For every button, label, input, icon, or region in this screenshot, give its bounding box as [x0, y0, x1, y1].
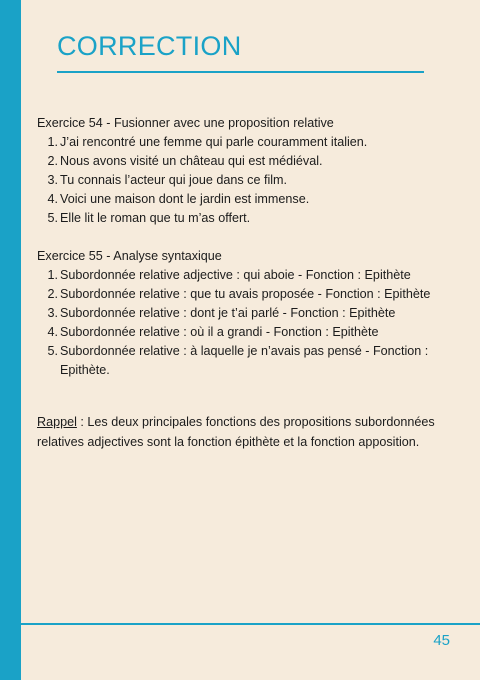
exercise-55-list	[37, 266, 462, 380]
exercise-55-heading: Exercice 55 - Analyse syntaxique	[37, 249, 222, 263]
item-text: Subordonnée relative : à laquelle je n’avais pas pensé - Fonction : Epithète.	[60, 344, 429, 377]
item-text: Nous avons visité un château qui est médiéval.	[60, 154, 323, 168]
item-text: J’ai rencontré une femme qui parle couramment italien.	[60, 135, 368, 149]
left-accent-bar	[0, 0, 21, 680]
item-text: Subordonnée relative adjective : qui aboie - Fonction : Epithète	[60, 268, 411, 282]
footer-rule	[21, 623, 480, 625]
item-text: Subordonnée relative : dont je t’ai parlé - Fonction : Epithète	[60, 306, 396, 320]
exercise-54-item	[37, 171, 462, 190]
item-text: Subordonnée relative : où il a grandi - Fonction : Epithète	[60, 325, 379, 339]
item-number: 4.	[47, 325, 58, 339]
item-number: 5.	[47, 211, 58, 225]
page-title: CORRECTION	[57, 31, 242, 61]
item-text: Elle lit le roman que tu m’as offert.	[60, 211, 251, 225]
exercise-54-list	[37, 133, 462, 228]
exercise-54-item	[37, 209, 462, 228]
exercise-54-heading: Exercice 54 - Fusionner avec une proposition relative	[37, 116, 334, 130]
item-number: 2.	[47, 154, 58, 168]
item-number: 3.	[47, 173, 58, 187]
exercise-55-item	[37, 285, 462, 304]
rappel-note	[37, 413, 457, 452]
exercise-55-item	[37, 342, 462, 380]
item-number: 4.	[47, 192, 58, 206]
item-text: Subordonnée relative : que tu avais proposée - Fonction : Epithète	[60, 287, 431, 301]
section-spacer	[37, 228, 462, 247]
exercise-55-item	[37, 323, 462, 342]
exercise-55-item	[37, 304, 462, 323]
page-number: 45	[433, 632, 450, 649]
item-text: Tu connais l’acteur qui joue dans ce film.	[60, 173, 288, 187]
rappel-label: Rappel	[37, 415, 77, 429]
item-number: 3.	[47, 306, 58, 320]
item-number: 1.	[47, 268, 58, 282]
exercise-54-item	[37, 190, 462, 209]
rappel-text: : Les deux principales fonctions des propositions subordonnées relatives adjectives sont la fonction épithète et la fonction apposition.	[37, 415, 435, 449]
item-number: 5.	[47, 344, 58, 358]
exercise-55-item	[37, 266, 462, 285]
item-text: Voici une maison dont le jardin est immense.	[60, 192, 310, 206]
title-underline	[57, 71, 424, 73]
item-number: 1.	[47, 135, 58, 149]
exercise-54-item	[37, 133, 462, 152]
exercise-54-item	[37, 152, 462, 171]
exercises-content	[37, 114, 462, 380]
item-number: 2.	[47, 287, 58, 301]
